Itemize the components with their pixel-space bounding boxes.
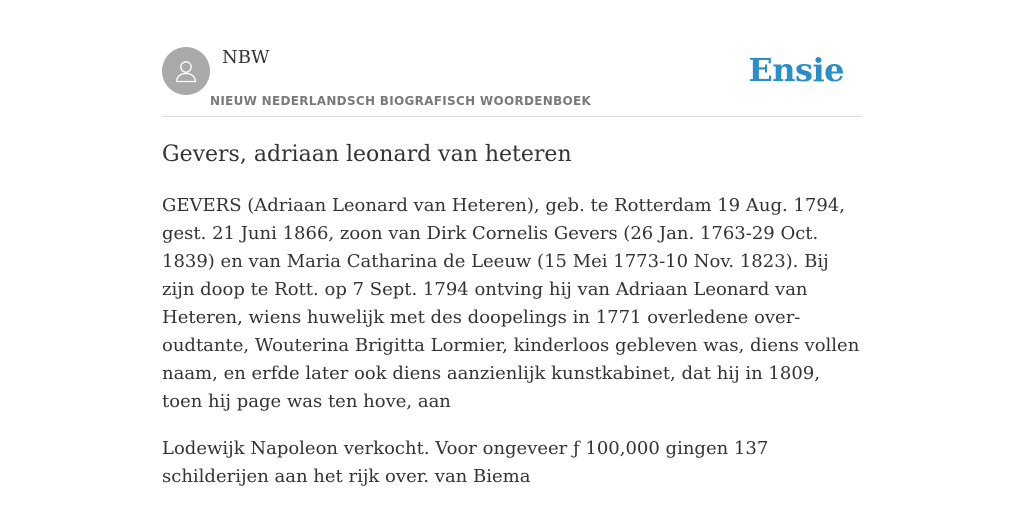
source-header [162, 46, 862, 117]
article-paragraph: Lodewijk Napoleon verkocht. Voor ongeveer ƒ 100,000 gingen 137 schilderijen aan het rijk over. van Biema [162, 438, 769, 487]
article-title: Gevers, adriaan leonard van heteren [162, 142, 572, 167]
brand-logo[interactable]: Ensie [748, 51, 844, 89]
source-avatar[interactable] [162, 47, 210, 95]
article-paragraph: GEVERS (Adriaan Leonard van Heteren), geb. te Rotterdam 19 Aug. 1794, gest. 21 Juni 1866, zoon van Dirk Cornelis Gevers (26 Jan. 1763-29 Oct. 1839) en van Maria Catharina de Leeuw (15 Mei 1773-10 Nov. 1823). Bij zijn doop te Rott. op 7 Sept. 1794 ontving hij van Adriaan Leonard van Heteren, wiens huwelijk met des doopelings in 1771 overledene over-oudtante, Wouterina Brigitta Lormier, kinderloos gebleven was, diens vollen naam, en erfde later ook diens aanzienlijk kunstkabinet, dat hij in 1809, toen hij page was ten hove, aan [162, 195, 860, 412]
source-full-name: NIEUW NEDERLANDSCH BIOGRAFISCH WOORDENBOEK [210, 94, 592, 108]
article-body [162, 192, 862, 510]
user-icon [172, 57, 200, 85]
source-name[interactable]: NBW [222, 47, 270, 68]
